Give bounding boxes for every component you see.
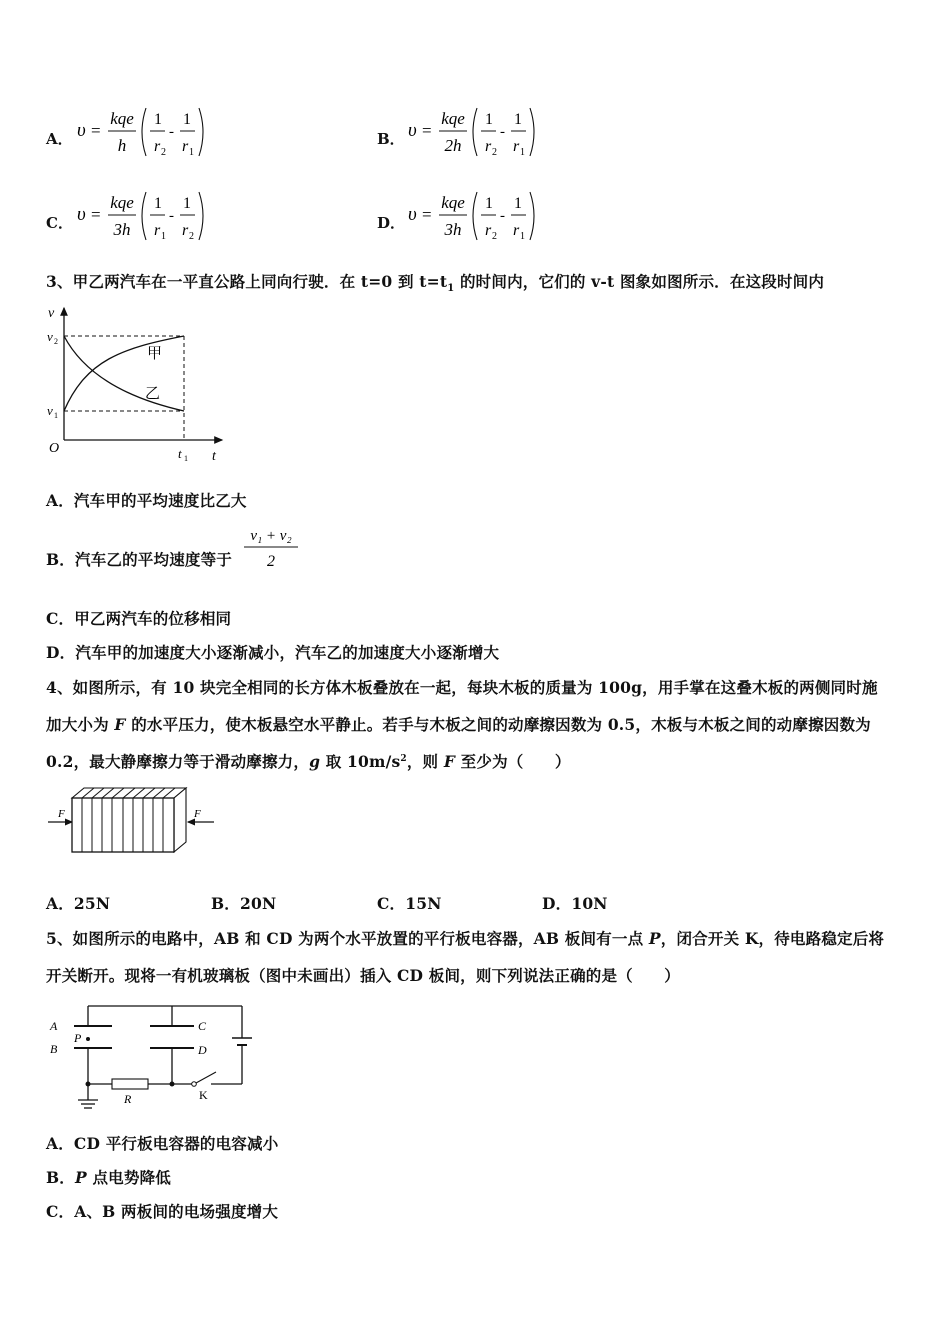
svg-text:1: 1 [514,195,522,212]
svg-text:=: = [91,121,101,140]
svg-text:-: - [500,124,505,140]
curve-jia [64,336,184,411]
svg-text:r: r [182,222,189,239]
svg-text:甲: 甲 [147,346,163,362]
q4-option-d[interactable]: D．10N [542,894,608,913]
switch-k [196,1072,216,1083]
svg-text:v: v [47,403,53,418]
svg-text:1: 1 [520,147,525,158]
svg-text:1: 1 [189,147,194,158]
svg-text:1: 1 [154,195,162,212]
svg-text:乙: 乙 [145,386,161,402]
svg-text:r: r [485,222,492,239]
svg-text:r: r [485,138,492,155]
q5-stem-line1: 5、如图所示的电路中，AB 和 CD 为两个水平放置的平行板电容器，AB 板间有一点 P，闭合开关 K，待电路稳定后将 [46,929,885,948]
svg-text:C: C [198,1019,207,1033]
svg-text:1: 1 [514,111,522,128]
svg-text:1: 1 [154,111,162,128]
svg-text:2: 2 [492,147,497,158]
board-stack [72,788,186,852]
svg-text:F: F [194,808,201,820]
svg-text:t: t [178,446,182,461]
svg-text:v: v [47,329,53,344]
q3-vt-graph [42,300,232,466]
q2-option-c-label[interactable]: C． [46,214,73,232]
q4-stem-line3: 0.2，最大静摩擦力等于滑动摩擦力，g 取 $10m/s^2$，则 F 至少为（ ） [46,752,571,771]
svg-text:v₁ + v₂: v₁ + v₂ [250,528,292,544]
svg-text:1: 1 [485,111,493,128]
svg-text:2: 2 [267,553,275,570]
svg-text:h: h [117,136,127,155]
svg-text:P: P [74,1031,82,1045]
svg-text:2: 2 [492,231,497,242]
svg-text:1: 1 [161,231,166,242]
svg-text:kqe: kqe [441,109,465,128]
svg-text:2: 2 [189,231,194,242]
svg-text:2: 2 [161,147,166,158]
svg-text:=: = [91,205,101,224]
q4-boards-figure [46,784,218,858]
q5-circuit-figure [46,998,262,1114]
q2-option-b-label[interactable]: B． [377,130,405,148]
q5-stem-line2: 开关断开。现将一有机玻璃板（图中未画出）插入 CD 板间，则下列说法正确的是（ ） [46,966,680,985]
svg-text:r: r [513,222,520,239]
q4-option-a[interactable]: A．25N [46,894,111,913]
svg-text:K: K [199,1088,208,1102]
q4-stem-line1: 4、如图所示，有 10 块完全相同的长方体木板叠放在一起，每块木板的质量为 100g，用手掌在这叠木板的两侧同时施 [46,678,878,697]
q4-option-c[interactable]: C．15N [377,894,442,913]
svg-text:F: F [58,808,65,820]
svg-text:1: 1 [183,195,191,212]
svg-text:R: R [124,1092,132,1106]
svg-text:-: - [169,124,174,140]
svg-text:kqe: kqe [110,193,134,212]
svg-text:r: r [154,138,161,155]
svg-text:υ: υ [408,120,417,141]
svg-text:A: A [50,1019,58,1033]
svg-text:r: r [154,222,161,239]
q2-option-a-label[interactable]: A． [46,130,73,148]
curve-yi [64,336,184,411]
svg-text:2: 2 [54,337,58,346]
q3-option-d[interactable]: D．汽车甲的加速度大小逐渐减小，汽车乙的加速度大小逐渐增大 [46,643,500,662]
v-symbol: υ [77,120,86,141]
resistor-r [112,1079,148,1089]
svg-text:υ: υ [77,204,86,225]
point-p [86,1037,90,1041]
svg-text:3h: 3h [113,220,131,239]
svg-text:1: 1 [485,195,493,212]
q5-option-c[interactable]: C．A、B 两板间的电场强度增大 [46,1202,279,1221]
svg-text:3h: 3h [444,220,462,239]
svg-text:t: t [212,449,216,464]
svg-text:v: v [48,306,55,321]
q2-option-d-label[interactable]: D． [377,214,406,232]
svg-text:-: - [169,208,174,224]
q2-option-b-formula [405,104,545,164]
svg-text:r: r [513,138,520,155]
q3-option-b[interactable]: B．汽车乙的平均速度等于 [46,550,233,569]
svg-text:1: 1 [184,454,188,463]
svg-text:O: O [49,441,60,456]
q2-option-a-formula [74,104,214,164]
svg-text:kqe: kqe [110,109,134,128]
q5-option-b[interactable]: B．P 点电势降低 [46,1168,171,1187]
svg-text:υ: υ [408,204,417,225]
svg-text:=: = [422,205,432,224]
q4-stem-line2: 加大小为 F 的水平压力，使木板悬空水平静止。若手与木板之间的动摩擦因数为 0.5，木板与木板之间的动摩擦因数为 [46,715,871,734]
svg-text:1: 1 [520,231,525,242]
svg-text:kqe: kqe [441,193,465,212]
svg-text:D: D [198,1043,207,1057]
q4-option-b[interactable]: B．20N [211,894,277,913]
q3-option-a[interactable]: A．汽车甲的平均速度比乙大 [46,491,247,510]
svg-text:-: - [500,208,505,224]
q3-option-b-fraction [240,520,302,572]
q3-option-c[interactable]: C．甲乙两汽车的位移相同 [46,609,232,628]
svg-text:1: 1 [54,411,58,420]
svg-text:2h: 2h [444,136,462,155]
q5-option-a[interactable]: A．CD 平行板电容器的电容减小 [46,1134,279,1153]
svg-text:B: B [50,1042,58,1056]
svg-text:1: 1 [183,111,191,128]
q2-option-c-formula [74,188,214,248]
svg-text:r: r [182,138,189,155]
svg-text:=: = [422,121,432,140]
q2-option-d-formula [405,188,545,248]
q3-stem: 3、甲乙两汽车在一平直公路上同向行驶．在 t=0 到 $t=t_1$ 的时间内，它们的 v-t 图象如图所示．在这段时间内 [46,272,825,295]
